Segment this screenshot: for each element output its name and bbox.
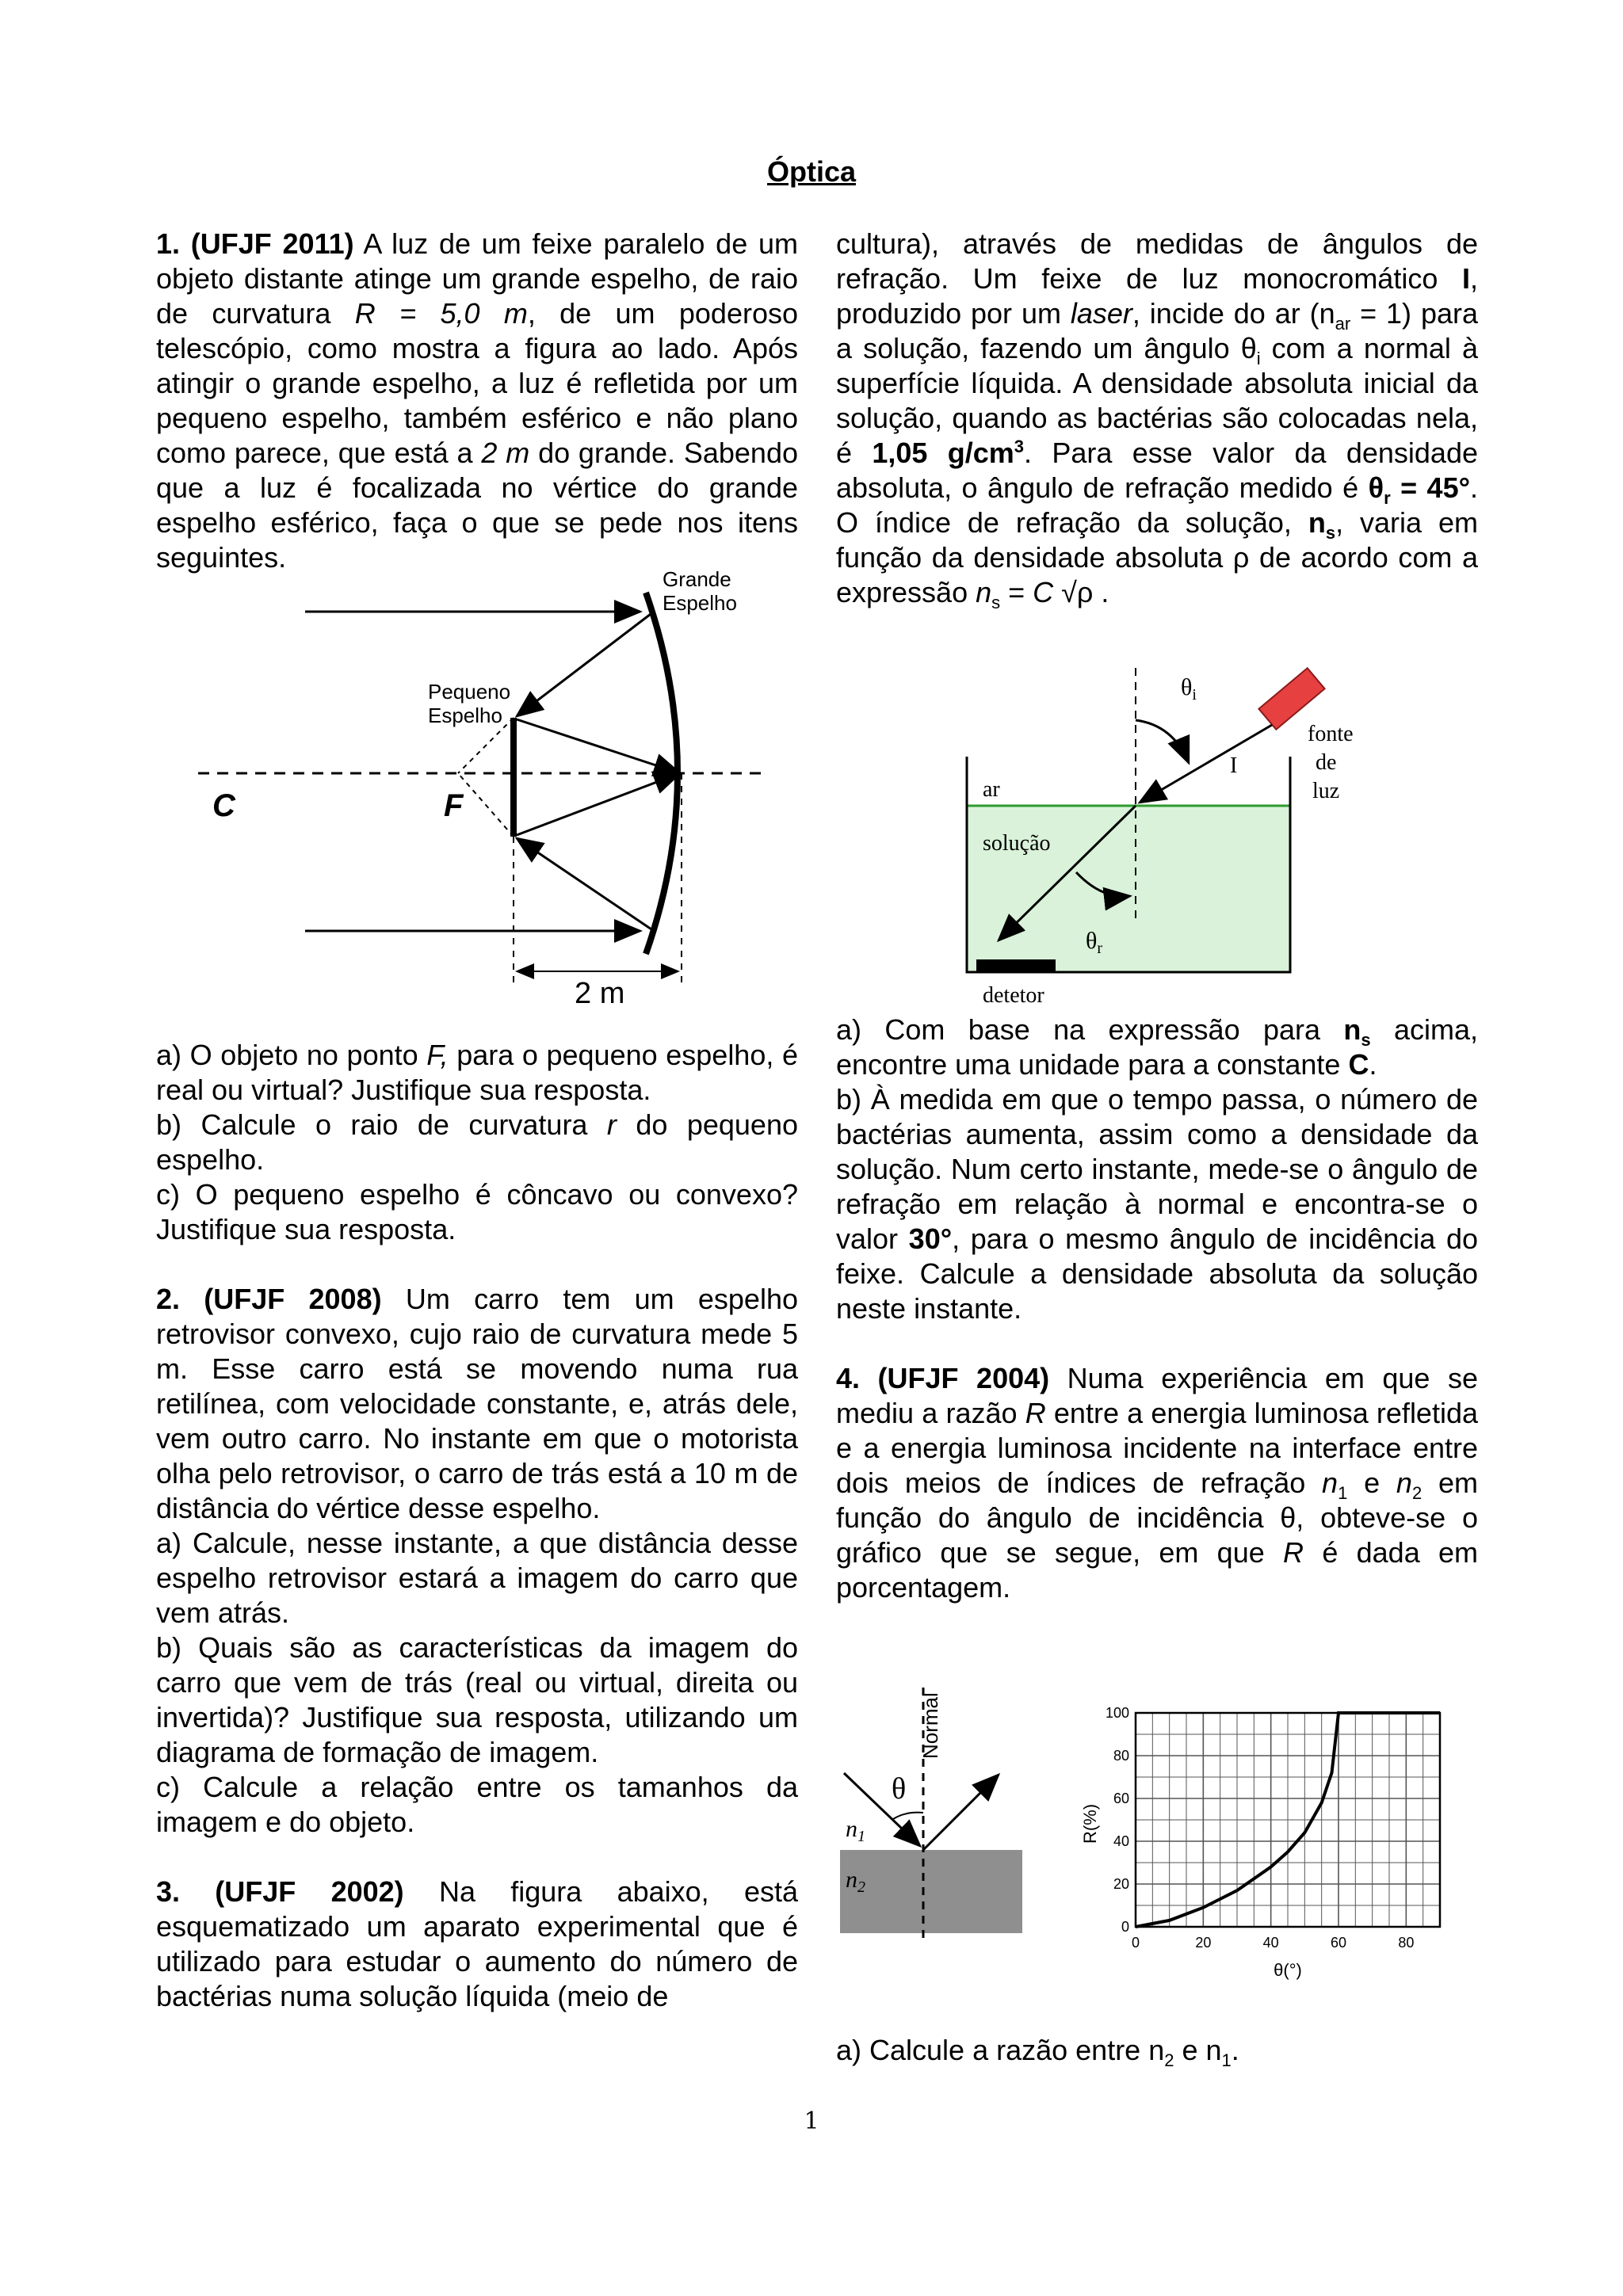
- y-tick-label: 60: [1113, 1791, 1129, 1806]
- x-tick-label: 0: [1131, 1935, 1140, 1951]
- y-tick-label: 80: [1113, 1748, 1129, 1764]
- label-F: F: [444, 788, 464, 823]
- question-2-item-b: b) Quais são as características da imagem do carro que vem de trás (real ou virtual, direita ou invertida)? Justifique sua resposta, utilizando um diagrama de formação de imagem.: [156, 1631, 798, 1768]
- label-espelho: Espelho: [663, 591, 737, 615]
- question-1-item-c: c) O pequeno espelho é côncavo ou convexo? Justifique sua resposta.: [156, 1178, 798, 1245]
- reflected-rays: [517, 612, 680, 931]
- question-4-statement: 4. (UFJF 2004) Numa experiência em que se mediu a razão R entre a energia luminosa refletida e a energia luminosa incidente na interface entre dois meios de índices de refração $n_1$ e $n_2$ em função do ângulo de incidência θ, obteve-se o gráfico que se segue, em que R é dada em porcentagem.: [836, 1362, 1479, 1604]
- label-theta-i: $\theta_i$: [1181, 674, 1197, 704]
- left-column-top: [156, 227, 798, 575]
- question-3-statement-cont: cultura), através de medidas de ângulos de refração. Um feixe de luz monocromático I, produzido por um laser, incide do ar $(n_{ar} = 1)$ para a solução, fazendo um ângulo $\theta_i$ com a normal à superfície líquida. A densidade absoluta inicial da solução, quando as bactérias são colocadas nela, é 1,05 $g/cm^3$. Para esse valor da densidade absoluta, o ângulo de refração medido é $\theta_r = 45^\circ$. O índice de refração da solução, $n_s$, varia em função da densidade absoluta ρ de acordo com a expressão $n_s = C$ √ρ .: [836, 227, 1479, 613]
- detector: [976, 959, 1056, 972]
- label-pequeno: Pequeno: [428, 680, 511, 704]
- label-fonte: fonte: [1308, 722, 1354, 746]
- x-tick-label: 20: [1195, 1935, 1212, 1951]
- question-4-item-a: a) Calcule a razão entre $n_2$ e $n_1$.: [836, 2034, 1239, 2071]
- label-C: C: [212, 788, 235, 823]
- chart-ticks: [1106, 1705, 1414, 1951]
- reflected-ray-q4: [923, 1775, 999, 1850]
- question-1-item-a: a) O objeto no ponto F, para o pequeno espelho, é real ou virtual? Justifique sua resposta.: [156, 1039, 798, 1106]
- y-tick-label: 0: [1121, 1919, 1129, 1935]
- telescope-mirror-figure: [190, 570, 777, 1014]
- label-normal: Normal: [918, 1692, 942, 1759]
- question-3-item-b: b) À medida em que o tempo passa, o número de bactérias aumenta, assim como a densidade da solução. Num certo instante, mede-se o ângulo de refração em relação à normal e encontra-se o valor 30°, para o mesmo ângulo de incidência do feixe. Calcule a densidade absoluta da solução neste instante.: [836, 1083, 1478, 1325]
- page-title: Óptica: [766, 155, 857, 188]
- label-de: de: [1316, 750, 1337, 775]
- left-column-bottom: [156, 1038, 798, 2014]
- virtual-rays: [458, 718, 514, 837]
- angle-i-arc: [1136, 720, 1189, 763]
- y-tick-label: 40: [1113, 1833, 1129, 1849]
- right-column-top: [836, 227, 1479, 613]
- reflectance-chart: [1050, 1680, 1478, 1981]
- question-1-heading: 1. (UFJF 2011): [156, 227, 354, 260]
- label-theta: θ: [892, 1772, 907, 1806]
- label-n1: $n_1$: [846, 1816, 865, 1845]
- x-tick-label: 80: [1398, 1935, 1415, 1951]
- bacteria-refraction-figure: [943, 662, 1387, 1018]
- question-2-heading: 2. (UFJF 2008): [156, 1283, 382, 1315]
- question-2-item-a: a) Calcule, nesse instante, a que distância desse espelho retrovisor estará a imagem do carro que vem atrás.: [156, 1527, 798, 1629]
- label-espelho-pequeno: Espelho: [428, 704, 502, 727]
- label-ar: ar: [983, 777, 1000, 802]
- label-2m: 2 m: [575, 977, 625, 1010]
- right-column-bottom: [836, 1013, 1478, 1605]
- right-column-end: [836, 2033, 1478, 2071]
- medium-n2: [840, 1850, 1022, 1933]
- incident-beam: [1140, 725, 1272, 803]
- question-3-item-a: a) Com base na expressão para $n_s$ acima, encontre uma unidade para a constante C.: [836, 1013, 1478, 1081]
- question-2-item-c: c) Calcule a relação entre os tamanhos da imagem e do objeto.: [156, 1771, 798, 1838]
- x-tick-label: 60: [1330, 1935, 1347, 1951]
- y-axis-label: R(%): [1080, 1803, 1100, 1844]
- label-detetor: detetor: [983, 983, 1044, 1008]
- label-theta-r: $\theta_r$: [1086, 928, 1103, 957]
- theta-arc: [893, 1813, 923, 1819]
- x-axis-label: θ(°): [1274, 1960, 1302, 1980]
- chart-grid: [1136, 1713, 1440, 1927]
- label-solucao: solução: [983, 831, 1051, 856]
- label-luz: luz: [1312, 779, 1340, 803]
- page-number: 1: [804, 2107, 819, 2135]
- question-2-statement: 2. (UFJF 2008) Um carro tem um espelho retrovisor convexo, cujo raio de curvatura mede 5 m. Esse carro está se movendo numa rua retilínea, com velocidade constante, e, atrás dele, vem outro carro. No instante em que o motorista olha pelo retrovisor, o carro de trás está a 10 m de distância do vértice desse espelho.: [156, 1283, 798, 1524]
- label-grande: Grande: [663, 570, 731, 591]
- interface-figure: [836, 1680, 1026, 1941]
- question-4-heading: 4. (UFJF 2004): [836, 1362, 1050, 1394]
- question-1-statement: 1. (UFJF 2011) A luz de um feixe paralelo de um objeto distante atinge um grande espelho, de raio de curvatura R = 5,0 m, de um poderoso telescópio, como mostra a figura ao lado. Após atingir o grande espelho, a luz é refletida por um pequeno espelho, também esférico e não plano como parece, que está a 2 m do grande. Sabendo que a luz é focalizada no vértice do grande espelho esférico, faça o que se pede nos itens seguintes.: [156, 227, 799, 574]
- label-n2: $n_2$: [846, 1867, 865, 1896]
- y-tick-label: 20: [1113, 1876, 1129, 1892]
- question-3-statement-start: 3. (UFJF 2002) Na figura abaixo, está esquematizado um aparato experimental que é utilizado para estudar o aumento do número de bactérias numa solução líquida (meio de: [156, 1875, 798, 2012]
- question-3-heading: 3. (UFJF 2002): [156, 1875, 404, 1908]
- light-source: [1258, 668, 1324, 729]
- x-tick-label: 40: [1262, 1935, 1279, 1951]
- question-1-item-b: b) Calcule o raio de curvatura r do pequeno espelho.: [156, 1108, 798, 1176]
- y-tick-label: 100: [1105, 1705, 1129, 1721]
- label-beam-I: I: [1230, 753, 1238, 778]
